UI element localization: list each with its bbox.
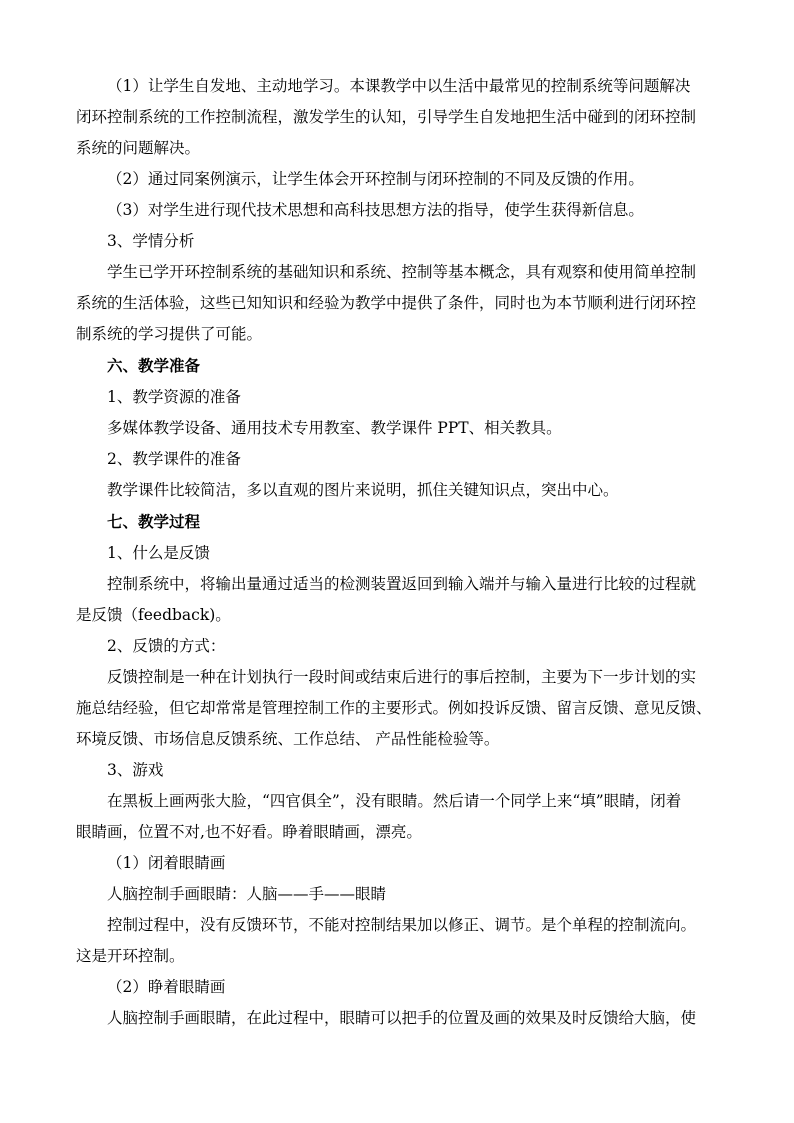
learner-analysis-heading: 3、学情分析 bbox=[107, 232, 195, 250]
courseware-heading: 2、教学课件的准备 bbox=[107, 450, 241, 468]
closed-eyes-chain: 人脑控制手画眼睛：人脑——手——眼睛 bbox=[107, 885, 387, 903]
game-line-2: 眼睛画，位置不对,也不好看。睁着眼睛画，漂亮。 bbox=[76, 823, 422, 841]
learner-analysis-line-3: 制系统的学习提供了可能。 bbox=[76, 325, 263, 343]
goal-3: （3）对学生进行现代技术思想和高科技思想方法的指导，使学生获得新信息。 bbox=[107, 201, 644, 219]
resources-heading: 1、教学资源的准备 bbox=[107, 388, 241, 406]
feedback-definition-line-1: 控制系统中，将输出量通过适当的检测装置返回到输入端并与输入量进行比较的过程就 bbox=[107, 575, 697, 593]
closed-eyes-line-1: 控制过程中，没有反馈环节，不能对控制结果加以修正、调节。是个单程的控制流向。 bbox=[107, 916, 697, 934]
game-heading: 3、游戏 bbox=[107, 761, 164, 779]
feedback-way-line-2: 施总结经验，但它却常常是管理控制工作的主要形式。例如投诉反馈、留言反馈、意见反馈、 bbox=[76, 699, 712, 717]
goal-1-line-3: 系统的问题解决。 bbox=[76, 139, 201, 157]
closed-eyes-line-2: 这是开环控制。 bbox=[76, 947, 185, 965]
learner-analysis-line-1: 学生已学开环控制系统的基础知识和系统、控制等基本概念，具有观察和使用简单控制 bbox=[107, 263, 697, 281]
section-6-heading: 六、教学准备 bbox=[107, 356, 201, 375]
goal-1-line-2: 闭环控制系统的工作控制流程，激发学生的认知，引导学生自发地把生活中碰到的闭环控制 bbox=[76, 108, 697, 126]
goal-1-line-1: （1）让学生自发地、主动地学习。本课教学中以生活中最常见的控制系统等问题解决 bbox=[107, 77, 691, 95]
feedback-way-line-1: 反馈控制是一种在计划执行一段时间或结束后进行的事后控制，主要为下一步计划的实 bbox=[107, 668, 697, 686]
closed-eyes-heading: （1）闭着眼睛画 bbox=[107, 854, 226, 872]
feedback-definition-line-2: 是反馈（feedback)。 bbox=[76, 606, 231, 624]
goal-2: （2）通过同案例演示，让学生体会开环控制与闭环控制的不同及反馈的作用。 bbox=[107, 170, 644, 188]
open-eyes-line-1: 人脑控制手画眼睛，在此过程中，眼睛可以把手的位置及画的效果及时反馈给大脑，使 bbox=[107, 1009, 697, 1027]
feedback-definition-heading: 1、什么是反馈 bbox=[107, 544, 210, 562]
open-eyes-heading: （2）睁着眼睛画 bbox=[107, 978, 226, 996]
learner-analysis-line-2: 系统的生活体验，这些已知知识和经验为教学中提供了条件，同时也为本节顺利进行闭环控 bbox=[76, 294, 697, 312]
feedback-way-heading: 2、反馈的方式： bbox=[107, 637, 226, 655]
resources-text: 多媒体教学设备、通用技术专用教室、教学课件 PPT、相关教具。 bbox=[107, 419, 562, 437]
feedback-way-line-3: 环境反馈、市场信息反馈系统、工作总结、 产品性能检验等。 bbox=[76, 730, 500, 748]
courseware-text: 教学课件比较简洁，多以直观的图片来说明，抓住关键知识点，突出中心。 bbox=[107, 481, 619, 499]
game-line-1: 在黑板上画两张大脸，“四官俱全”，没有眼睛。然后请一个同学上来“填”眼睛，闭着 bbox=[107, 792, 682, 810]
section-7-heading: 七、教学过程 bbox=[107, 512, 201, 531]
